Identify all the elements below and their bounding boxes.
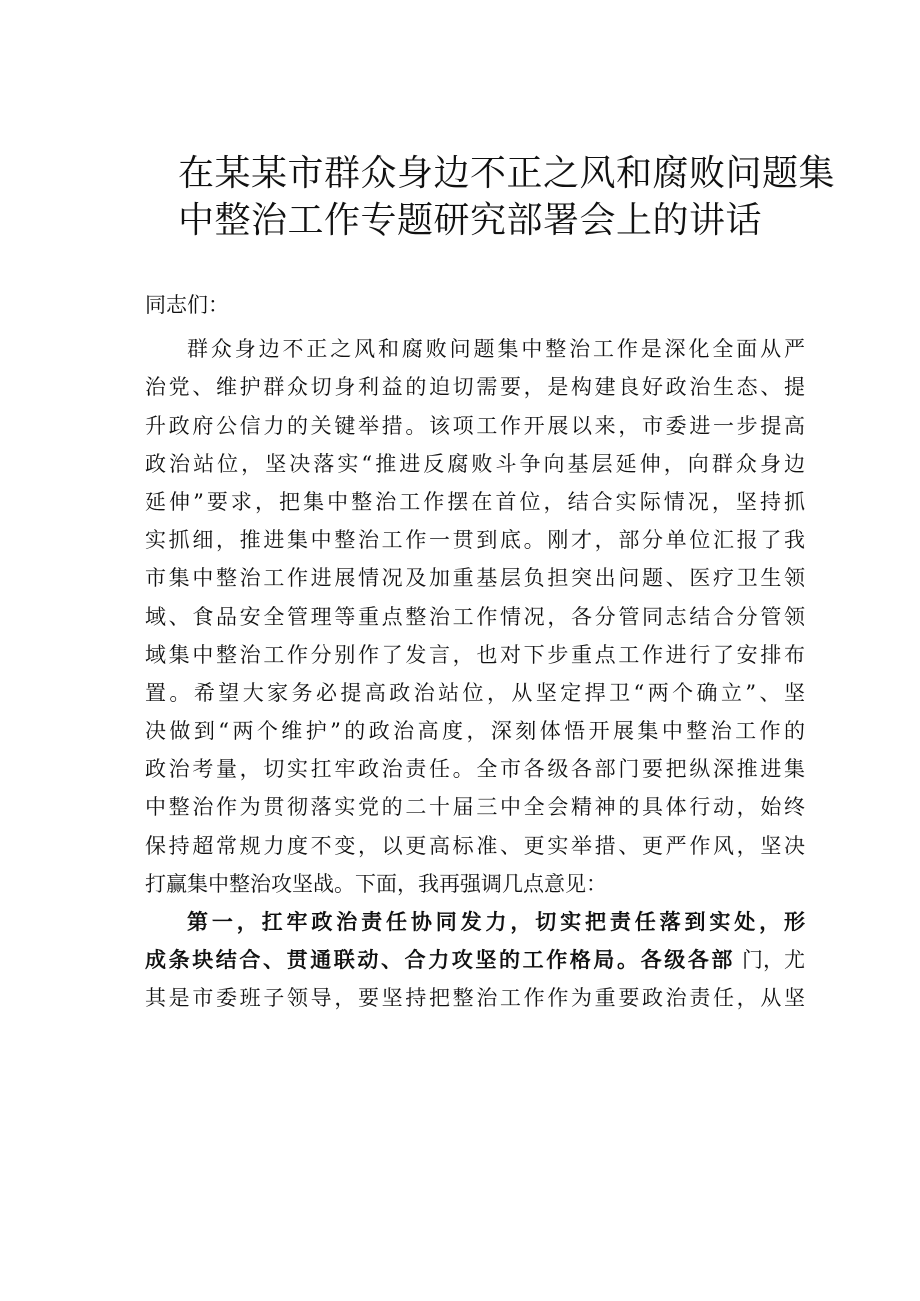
paragraph-line: 其是市委班子领导，要坚持把整治工作作为重要政治责任，从坚 xyxy=(145,986,805,1011)
paragraph-intro xyxy=(145,330,805,903)
paragraph-line: 实抓细，推进集中整治工作一贯到底。刚才，部分单位汇报了我 xyxy=(145,528,805,553)
paragraph-line: 群众身边不正之风和腐败问题集中整治工作是深化全面从严 xyxy=(187,337,805,362)
title-line: 中整治工作专题研究部署会上的讲话 xyxy=(178,200,763,241)
greeting: 同志们： xyxy=(145,293,229,317)
paragraph-line-mixed xyxy=(145,941,805,979)
paragraph-line: 域集中整治工作分别作了发言，也对下步重点工作进行了安排布 xyxy=(145,642,805,667)
title-line: 在某某市群众身边不正之风和腐败问题集 xyxy=(178,153,836,194)
paragraph-line: 保持超常规力度不变，以更高标准、更实举措、更严作风，坚决 xyxy=(145,833,805,858)
paragraph-line: 决做到“两个维护”的政治高度，深刻体悟开展集中整治工作的 xyxy=(145,719,805,744)
paragraph-line: 中整治作为贯彻落实党的二十届三中全会精神的具体行动，始终 xyxy=(145,795,805,820)
paragraph-line-bold: 第一，扛牢政治责任协同发力，切实把责任落到实处，形 xyxy=(187,909,805,934)
paragraph-line: 市集中整治工作进展情况及加重基层负担突出问题、医疗卫生领 xyxy=(145,566,805,591)
paragraph-line: 治党、维护群众切身利益的迫切需要，是构建良好政治生态、提 xyxy=(145,375,805,400)
paragraph-first-point xyxy=(145,903,805,1018)
paragraph-line: 置。希望大家务必提高政治站位，从坚定捍卫“两个确立”、坚 xyxy=(145,680,805,705)
paragraph-line: 延伸”要求，把集中整治工作摆在首位，结合实际情况，坚持抓 xyxy=(145,489,805,514)
bold-text: 成条块结合、贯通联动、合力攻坚的工作格局。各级各部 xyxy=(145,947,735,973)
document-title xyxy=(178,150,836,244)
paragraph-line: 域、食品安全管理等重点整治工作情况，各分管同志结合分管领 xyxy=(145,604,805,629)
paragraph-line: 政治考量，切实扛牢政治责任。全市各级各部门要把纵深推进集 xyxy=(145,757,805,782)
paragraph-line: 打赢集中整治攻坚战。下面，我再强调几点意见： xyxy=(145,871,607,896)
paragraph-line: 升政府公信力的关键举措。该项工作开展以来，市委进一步提高 xyxy=(145,413,805,438)
paragraph-line: 政治站位，坚决落实“推进反腐败斗争向基层延伸，向群众身边 xyxy=(145,451,805,476)
document-body xyxy=(145,286,805,1018)
normal-text: 门，尤 xyxy=(742,948,805,973)
